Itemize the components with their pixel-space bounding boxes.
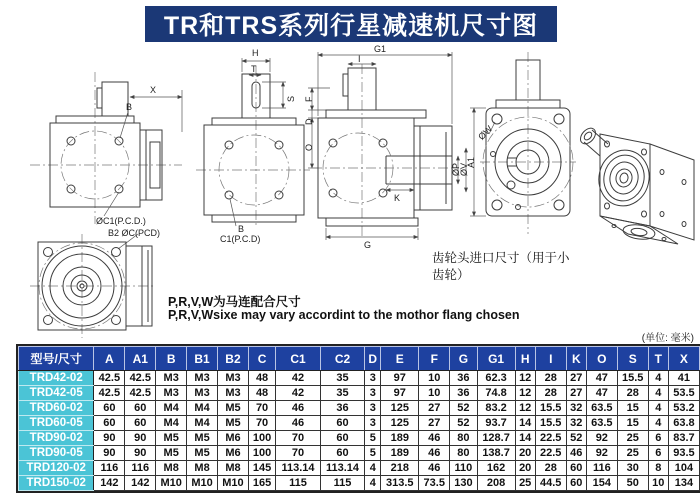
dim-label-b-bottom: B [238, 224, 245, 234]
value-cell: 28 [535, 371, 566, 386]
value-cell: 100 [248, 431, 275, 446]
value-cell: 104 [668, 461, 699, 476]
value-cell: 46 [419, 446, 450, 461]
value-cell: 60 [566, 461, 586, 476]
value-cell: M8 [187, 461, 218, 476]
view-output-flange [30, 234, 156, 338]
note-motor-fit-cn: P,R,V,W为马连配合尺寸 [168, 295, 301, 309]
value-cell: 27 [419, 401, 450, 416]
value-cell: M8 [156, 461, 187, 476]
value-cell: 62.3 [477, 371, 515, 386]
value-cell: 32 [566, 401, 586, 416]
value-cell: 113.14 [276, 461, 321, 476]
value-cell: M8 [218, 461, 249, 476]
model-cell: TRD42-05 [19, 386, 94, 401]
column-header-1: A [94, 347, 125, 371]
column-header-20: X [668, 347, 699, 371]
value-cell: 46 [566, 446, 586, 461]
value-cell: 60 [566, 476, 586, 491]
value-cell: 90 [125, 446, 156, 461]
value-cell: 4 [648, 386, 668, 401]
dimension-table [18, 346, 700, 491]
value-cell: 115 [276, 476, 321, 491]
value-cell: M4 [187, 416, 218, 431]
view-middle-shaft [196, 48, 310, 244]
dim-label-g: G [364, 240, 372, 250]
value-cell: 165 [248, 476, 275, 491]
value-cell: 6 [648, 446, 668, 461]
value-cell: 208 [477, 476, 515, 491]
value-cell: 4 [648, 401, 668, 416]
value-cell: 145 [248, 461, 275, 476]
column-header-4: B1 [187, 347, 218, 371]
value-cell: 47 [586, 386, 617, 401]
value-cell: 313.5 [381, 476, 419, 491]
value-cell: 128.7 [477, 431, 515, 446]
value-cell: M4 [156, 401, 187, 416]
value-cell: 125 [381, 416, 419, 431]
dim-label-dia-v: ØV [459, 162, 469, 176]
value-cell: M5 [218, 401, 249, 416]
value-cell: 63.5 [586, 416, 617, 431]
view-side-input [312, 44, 486, 250]
model-cell: TRD120-02 [19, 461, 94, 476]
dim-label-d: D [304, 118, 314, 125]
value-cell: 60 [320, 446, 365, 461]
value-cell: 90 [94, 431, 125, 446]
value-cell: M3 [218, 371, 249, 386]
column-header-8: C2 [320, 347, 365, 371]
value-cell: 52 [566, 431, 586, 446]
value-cell: 15.5 [535, 401, 566, 416]
value-cell: 4 [648, 371, 668, 386]
value-cell: 42.5 [125, 386, 156, 401]
value-cell: 50 [617, 476, 648, 491]
value-cell: 42 [276, 371, 321, 386]
value-cell: 52 [450, 416, 477, 431]
value-cell: 53.5 [668, 386, 699, 401]
value-cell: 30 [617, 461, 648, 476]
value-cell: 83.7 [668, 431, 699, 446]
column-header-12: G [450, 347, 477, 371]
column-header-11: F [419, 347, 450, 371]
column-header-19: T [648, 347, 668, 371]
value-cell: 93.7 [477, 416, 515, 431]
column-header-6: C [248, 347, 275, 371]
value-cell: M5 [187, 431, 218, 446]
value-cell: 15 [617, 416, 648, 431]
value-cell: 92 [586, 431, 617, 446]
dim-label-t: T [251, 64, 257, 74]
model-cell: TRD150-02 [19, 476, 94, 491]
value-cell: 70 [248, 401, 275, 416]
value-cell: 60 [320, 416, 365, 431]
dim-label-o: O [304, 143, 314, 151]
value-cell: 41 [668, 371, 699, 386]
value-cell: 90 [125, 431, 156, 446]
value-cell: 189 [381, 431, 419, 446]
value-cell: 113.14 [320, 461, 365, 476]
dim-label-a1: A1 [466, 156, 476, 168]
value-cell: 46 [276, 401, 321, 416]
value-cell: 28 [617, 386, 648, 401]
table-body [19, 371, 700, 491]
value-cell: 46 [276, 416, 321, 431]
column-header-16: K [566, 347, 586, 371]
value-cell: 70 [248, 416, 275, 431]
value-cell: 3 [365, 401, 381, 416]
value-cell: 28 [535, 386, 566, 401]
value-cell: 20 [515, 446, 535, 461]
value-cell: 12 [515, 386, 535, 401]
value-cell: 25 [617, 446, 648, 461]
value-cell: 6 [648, 431, 668, 446]
value-cell: 4 [365, 461, 381, 476]
value-cell: 125 [381, 401, 419, 416]
value-cell: 15.5 [535, 416, 566, 431]
column-header-18: S [617, 347, 648, 371]
value-cell: 154 [586, 476, 617, 491]
value-cell: 28 [535, 461, 566, 476]
column-header-10: E [381, 347, 419, 371]
value-cell: 110 [450, 461, 477, 476]
value-cell: 27 [566, 371, 586, 386]
model-cell: TRD42-02 [19, 371, 94, 386]
model-cell: TRD90-02 [19, 431, 94, 446]
value-cell: 10 [419, 386, 450, 401]
value-cell: 115 [320, 476, 365, 491]
value-cell: 3 [365, 386, 381, 401]
value-cell: M10 [218, 476, 249, 491]
value-cell: 218 [381, 461, 419, 476]
column-header-15: I [535, 347, 566, 371]
value-cell: 10 [648, 476, 668, 491]
value-cell: 142 [125, 476, 156, 491]
value-cell: 27 [566, 386, 586, 401]
value-cell: 116 [586, 461, 617, 476]
column-header-9: D [365, 347, 381, 371]
value-cell: 12 [515, 371, 535, 386]
table-row [19, 446, 700, 461]
value-cell: 15 [617, 401, 648, 416]
value-cell: M3 [156, 386, 187, 401]
dim-label-dia-p: ØP [451, 162, 461, 176]
value-cell: M10 [156, 476, 187, 491]
value-cell: 74.8 [477, 386, 515, 401]
value-cell: M5 [218, 416, 249, 431]
value-cell: 5 [365, 446, 381, 461]
value-cell: 20 [515, 461, 535, 476]
column-header-3: B [156, 347, 187, 371]
value-cell: 14 [515, 416, 535, 431]
value-cell: 14 [515, 431, 535, 446]
value-cell: 53.2 [668, 401, 699, 416]
value-cell: 3 [365, 416, 381, 431]
value-cell: 116 [125, 461, 156, 476]
value-cell: 116 [94, 461, 125, 476]
value-cell: 138.7 [477, 446, 515, 461]
value-cell: 36 [450, 371, 477, 386]
value-cell: 60 [125, 401, 156, 416]
value-cell: 42.5 [94, 386, 125, 401]
value-cell: 48 [248, 386, 275, 401]
value-cell: 44.5 [535, 476, 566, 491]
dim-label-dia-w: ØW [476, 123, 495, 142]
value-cell: M10 [187, 476, 218, 491]
dim-label-x: X [150, 85, 157, 95]
value-cell: 189 [381, 446, 419, 461]
value-cell: 134 [668, 476, 699, 491]
column-header-2: A1 [125, 347, 156, 371]
model-cell: TRD60-05 [19, 416, 94, 431]
table-row [19, 386, 700, 401]
value-cell: 60 [94, 416, 125, 431]
value-cell: 83.2 [477, 401, 515, 416]
value-cell: 8 [648, 461, 668, 476]
value-cell: M4 [156, 416, 187, 431]
table-row [19, 431, 700, 446]
value-cell: 60 [125, 416, 156, 431]
dim-label-g1: G1 [374, 44, 387, 54]
value-cell: M5 [156, 446, 187, 461]
value-cell: 46 [419, 461, 450, 476]
value-cell: M3 [187, 386, 218, 401]
value-cell: 92 [586, 446, 617, 461]
note-gear-head-inlet: 齿轮头进口尺寸（用于小齿轮） [432, 251, 570, 282]
value-cell: 42 [276, 386, 321, 401]
table-row [19, 461, 700, 476]
dimension-table-wrap [16, 344, 700, 493]
value-cell: 97 [381, 386, 419, 401]
value-cell: M3 [187, 371, 218, 386]
value-cell: 25 [515, 476, 535, 491]
value-cell: 3 [365, 371, 381, 386]
value-cell: 42.5 [94, 371, 125, 386]
value-cell: 10 [419, 371, 450, 386]
note-motor-fit-en: P,R,V,Wsixe may vary accordint to the mothor flang chosen [168, 308, 520, 322]
value-cell: 142 [94, 476, 125, 491]
value-cell: 48 [248, 371, 275, 386]
model-cell: TRD90-05 [19, 446, 94, 461]
value-cell: M5 [156, 431, 187, 446]
table-row [19, 476, 700, 491]
column-header-0: 型号/尺寸 [19, 347, 94, 371]
value-cell: 80 [450, 431, 477, 446]
value-cell: 35 [320, 371, 365, 386]
value-cell: 36 [320, 401, 365, 416]
value-cell: 35 [320, 386, 365, 401]
dim-label-h: H [252, 48, 259, 58]
value-cell: 22.5 [535, 446, 566, 461]
value-cell: 25 [617, 431, 648, 446]
value-cell: 12 [515, 401, 535, 416]
table-row [19, 401, 700, 416]
value-cell: 63.5 [586, 401, 617, 416]
value-cell: 4 [648, 416, 668, 431]
value-cell: M4 [187, 401, 218, 416]
dim-label-b: B [126, 102, 133, 112]
value-cell: 32 [566, 416, 586, 431]
column-header-7: C1 [276, 347, 321, 371]
value-cell: 46 [419, 431, 450, 446]
value-cell: 73.5 [419, 476, 450, 491]
dim-label-b2-c-pcd: B2 ØC(PCD) [108, 228, 161, 238]
column-header-5: B2 [218, 347, 249, 371]
dim-label-s: S [286, 95, 296, 102]
dim-label-c1-pcd: ØC1(P.C.D.) [96, 216, 146, 226]
column-header-17: O [586, 347, 617, 371]
unit-note: (单位: 毫米) [641, 333, 694, 344]
value-cell: 4 [365, 476, 381, 491]
table-header-row [19, 347, 700, 371]
dim-label-k: K [394, 193, 401, 203]
value-cell: 47 [586, 371, 617, 386]
value-cell: 52 [450, 401, 477, 416]
value-cell: 97 [381, 371, 419, 386]
column-header-13: G1 [477, 347, 515, 371]
dim-label-c1-pcd-2: C1(P.C.D) [220, 234, 261, 244]
value-cell: 100 [248, 446, 275, 461]
value-cell: M3 [218, 386, 249, 401]
page-title: TR和TRS系列行星减速机尺寸图 [145, 6, 557, 42]
value-cell: M6 [218, 431, 249, 446]
value-cell: 42.5 [125, 371, 156, 386]
table-row [19, 416, 700, 431]
value-cell: 22.5 [535, 431, 566, 446]
value-cell: 130 [450, 476, 477, 491]
value-cell: 70 [276, 431, 321, 446]
dim-label-f: F [304, 96, 314, 102]
value-cell: 80 [450, 446, 477, 461]
value-cell: 36 [450, 386, 477, 401]
value-cell: 162 [477, 461, 515, 476]
view-left-front [30, 72, 182, 249]
value-cell: 60 [94, 401, 125, 416]
value-cell: 60 [320, 431, 365, 446]
value-cell: 15.5 [617, 371, 648, 386]
value-cell: 5 [365, 431, 381, 446]
value-cell: M6 [218, 446, 249, 461]
value-cell: 27 [419, 416, 450, 431]
value-cell: 63.8 [668, 416, 699, 431]
model-cell: TRD60-02 [19, 401, 94, 416]
dim-label-i: I [358, 54, 361, 64]
view-isometric [578, 125, 694, 244]
table-row [19, 371, 700, 386]
value-cell: 90 [94, 446, 125, 461]
dims-f-d-o [304, 88, 344, 168]
column-header-14: H [515, 347, 535, 371]
value-cell: 93.5 [668, 446, 699, 461]
dimension-drawings [0, 42, 700, 342]
value-cell: M3 [156, 371, 187, 386]
view-gear-head-inlet [476, 52, 576, 234]
value-cell: M5 [187, 446, 218, 461]
value-cell: 70 [276, 446, 321, 461]
